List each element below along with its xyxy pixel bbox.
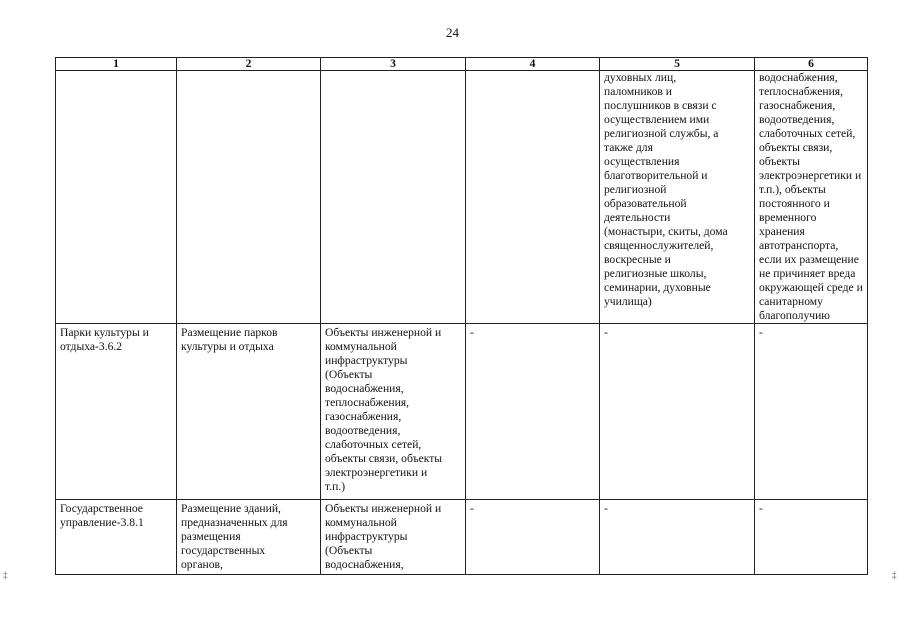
column-header-5: 5 — [600, 58, 755, 71]
table-cell: - — [600, 500, 755, 575]
table-cell: - — [600, 324, 755, 500]
table-cell: водоснабжения, теплоснабжения, газоснабжения, водоотведения, слаботочных сетей, объекты связи, объекты электроэнергетики и т.п.), объекты постоянного и временного хранения автотранспорта, если их размещение не причиняет вреда окружающей среде и санитарному благополучию — [755, 71, 868, 324]
table-cell: Объекты инженерной и коммунальной инфраструктуры (Объекты водоснабжения, — [321, 500, 466, 575]
left-margin-mark: ‡ — [3, 570, 8, 580]
table-row — [56, 500, 868, 575]
table-cell — [177, 71, 321, 324]
table-cell: Размещение парков культуры и отдыха — [177, 324, 321, 500]
page-number: 24 — [446, 25, 459, 40]
table-cell — [466, 71, 600, 324]
table-row — [56, 71, 868, 324]
table-cell: Объекты инженерной и коммунальной инфраструктуры (Объекты водоснабжения, теплоснабжения, газоснабжения, водоотведения, слаботочных сетей, объекты связи, объекты электроэнергетики и т.п.) — [321, 324, 466, 500]
column-header-3: 3 — [321, 58, 466, 71]
table-cell — [321, 71, 466, 324]
table-cell: духовных лиц, паломников и послушников в связи с осуществлением ими религиозной службы, а также для осуществления благотворительной и религиозной образовательной деятельности (монастыри, скиты, дома священнослужителей, воскресные и религиозные школы, семинарии, духовные училища) — [600, 71, 755, 324]
column-header-2: 2 — [177, 58, 321, 71]
land-use-table — [55, 57, 868, 575]
table-cell — [56, 71, 177, 324]
table-header-row — [56, 58, 868, 71]
table-cell: Государственное управление-3.8.1 — [56, 500, 177, 575]
table-cell: - — [466, 500, 600, 575]
table-cell: Размещение зданий, предназначенных для размещения государственных органов, — [177, 500, 321, 575]
table-cell: - — [755, 324, 868, 500]
table-cell: Парки культуры и отдыха-3.6.2 — [56, 324, 177, 500]
column-header-6: 6 — [755, 58, 868, 71]
table-cell: - — [755, 500, 868, 575]
right-margin-mark: ‡ — [892, 570, 897, 580]
table-row — [56, 324, 868, 500]
table-cell: - — [466, 324, 600, 500]
column-header-1: 1 — [56, 58, 177, 71]
column-header-4: 4 — [466, 58, 600, 71]
